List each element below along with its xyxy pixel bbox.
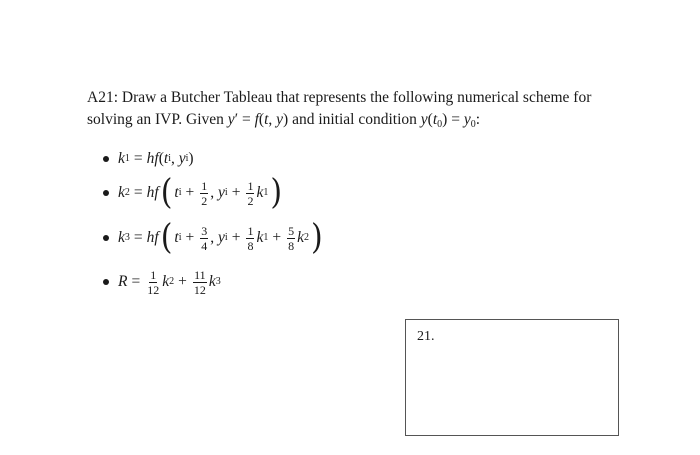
answer-label: 21. [417, 329, 435, 344]
bullet-icon [103, 235, 109, 241]
question-line-1: A21: Draw a Butcher Tableau that represents the following numerical scheme for [87, 89, 592, 106]
fraction-one-half: $\frac{1}{2}$ [247, 178, 254, 208]
answer-box[interactable] [405, 319, 619, 436]
equation-k2: k 2 = h f ( t i + $\frac{1}{2}$ , y i + $\frac{1}{2}$ k 1 ) [118, 172, 283, 213]
fraction-one-twelfth: $\frac{1}{12}$ [147, 267, 160, 297]
list-item-r [103, 262, 221, 302]
question-line-2: solving an IVP. Given y′ = f(t, y) and initial condition $y(t_0) = y_0$: [87, 111, 481, 130]
equation-k3: k 3 = h f ( t i + $\frac{3}{4}$ , y i + $\frac{1}{8}$ k 1 + $\frac{5}{8}$ k 2 ) [118, 217, 323, 258]
fraction-one-half: $\frac{1}{2}$ [201, 178, 208, 208]
bullet-icon [103, 279, 109, 285]
equation-r: R = $\frac{1}{12}$ k 2 + $\frac{11}{12}$ k 3 [118, 267, 221, 297]
question-text [87, 87, 627, 131]
fraction-five-eighths: $\frac{5}{8}$ [288, 223, 295, 253]
list-item-k2 [103, 173, 284, 213]
fraction-three-quarters: $\frac{3}{4}$ [201, 223, 208, 253]
fraction-eleven-twelfths: $\frac{11}{12}$ [193, 267, 206, 297]
fraction-one-eighth: $\frac{1}{8}$ [247, 223, 254, 253]
bullet-icon [103, 190, 109, 196]
bullet-icon [103, 156, 109, 162]
list-item-k3 [103, 218, 325, 258]
equation-k1: k 1 = h f ( t i , y i ) [118, 150, 194, 167]
